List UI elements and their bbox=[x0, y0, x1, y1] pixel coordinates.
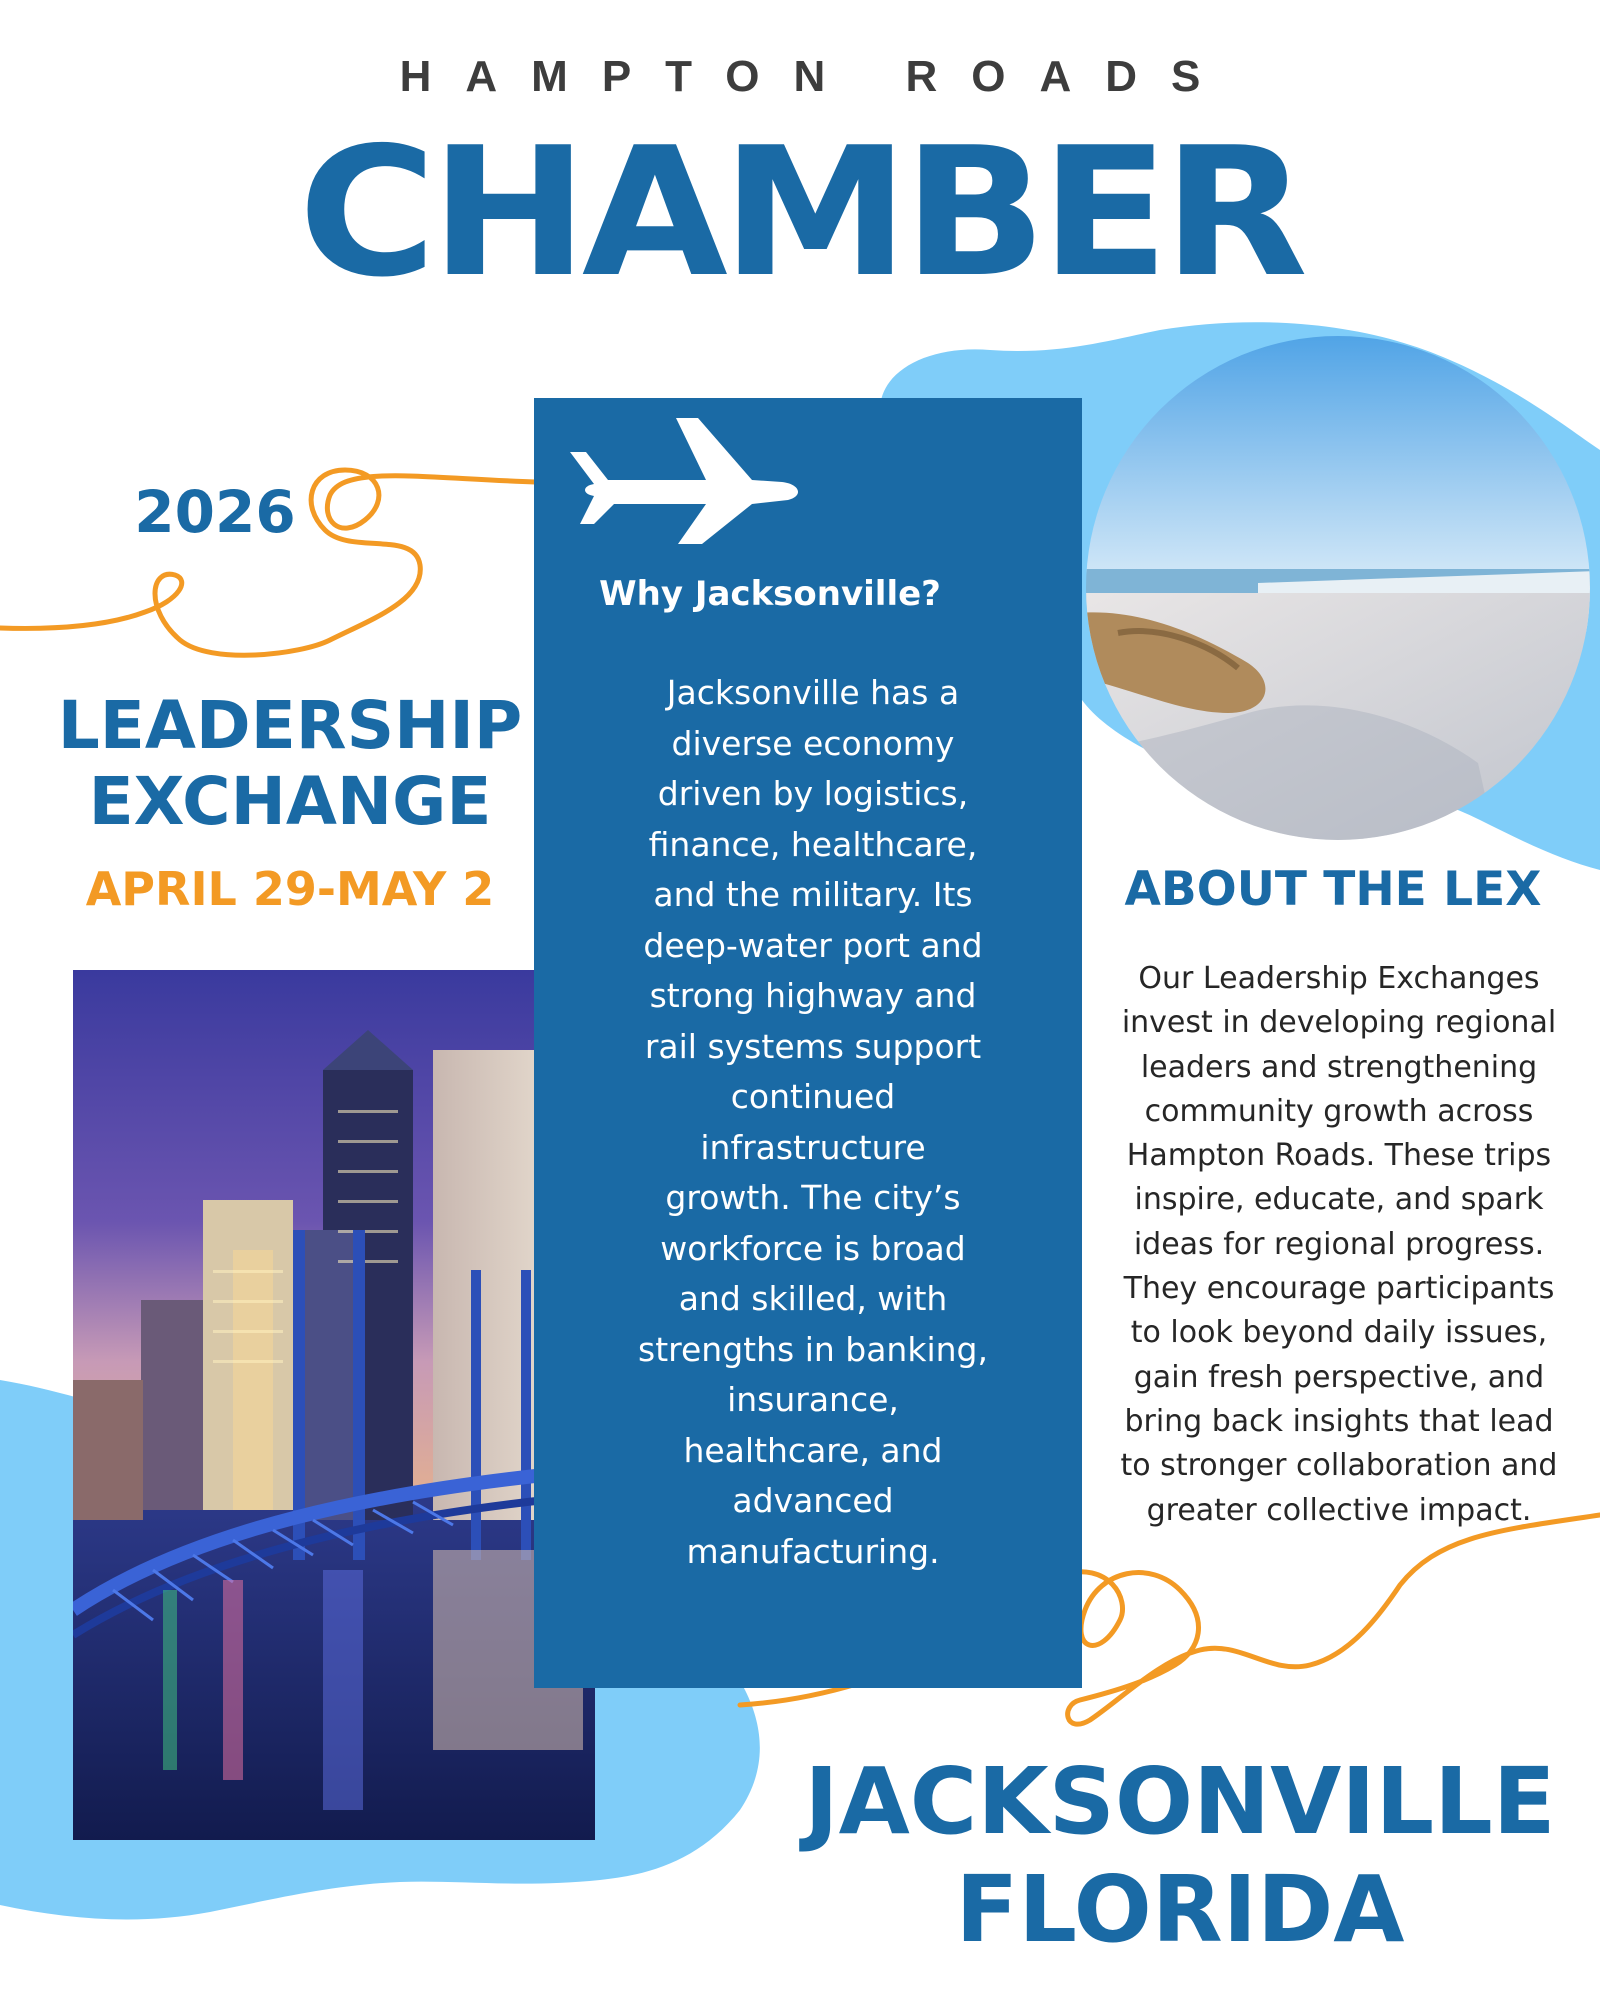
why-jacksonville-title: Why Jacksonville? bbox=[599, 574, 941, 614]
why-line: and skilled, with bbox=[678, 1279, 948, 1318]
about-line: Our Leadership Exchanges bbox=[1138, 961, 1540, 996]
why-line: growth. The city’s bbox=[665, 1178, 961, 1217]
why-line: insurance, bbox=[727, 1380, 899, 1419]
org-eyebrow: HAMPTON ROADS bbox=[399, 52, 1235, 101]
destination-title bbox=[790, 1748, 1570, 1964]
about-line: ideas for regional progress. bbox=[1133, 1226, 1545, 1262]
about-line: to look beyond daily issues, bbox=[1130, 1315, 1548, 1351]
why-line: healthcare, and bbox=[683, 1430, 943, 1470]
event-year: 2026 bbox=[134, 478, 296, 546]
program-title-line-1: LEADERSHIP bbox=[57, 687, 523, 764]
about-line: community growth across bbox=[1144, 1093, 1534, 1129]
why-line: workforce is broad bbox=[660, 1228, 966, 1268]
about-line: gain fresh perspective, and bbox=[1133, 1359, 1545, 1395]
why-line: infrastructure bbox=[700, 1127, 926, 1167]
airplane-icon bbox=[556, 412, 806, 552]
why-line: Jacksonville has a bbox=[666, 673, 960, 712]
beach-photo bbox=[1078, 333, 1598, 843]
program-title bbox=[30, 688, 550, 840]
why-line: and the military. Its bbox=[653, 875, 973, 914]
why-line: advanced bbox=[732, 1481, 894, 1520]
why-line: rail systems support bbox=[644, 1026, 982, 1066]
destination-line-2: FLORIDA bbox=[955, 1856, 1405, 1963]
about-line: invest in developing regional bbox=[1121, 1005, 1557, 1041]
about-line: They encourage participants bbox=[1123, 1271, 1555, 1307]
about-line: leaders and strengthening bbox=[1140, 1049, 1538, 1085]
about-line: Hampton Roads. These trips bbox=[1126, 1138, 1552, 1174]
about-title: ABOUT THE LEX bbox=[1124, 862, 1542, 917]
why-line: deep-water port and bbox=[643, 925, 983, 965]
about-line: greater collective impact. bbox=[1146, 1492, 1532, 1528]
why-jacksonville-body bbox=[618, 668, 1008, 1577]
why-line: continued bbox=[730, 1077, 896, 1116]
why-line: strong highway and bbox=[649, 976, 977, 1015]
about-line: inspire, educate, and spark bbox=[1134, 1182, 1544, 1218]
why-line: finance, healthcare, bbox=[648, 824, 978, 864]
about-body bbox=[1108, 957, 1570, 1533]
org-brand-title: CHAMBER bbox=[298, 109, 1302, 316]
why-line: driven by logistics, bbox=[657, 774, 969, 813]
why-line: diverse economy bbox=[671, 723, 955, 763]
destination-line-1: JACKSONVILLE bbox=[804, 1748, 1556, 1855]
why-line: strengths in banking, bbox=[638, 1329, 988, 1369]
about-line: bring back insights that lead bbox=[1124, 1403, 1554, 1439]
event-dates: APRIL 29-MAY 2 bbox=[85, 862, 495, 916]
about-line: to stronger collaboration and bbox=[1120, 1448, 1558, 1484]
why-line: manufacturing. bbox=[686, 1531, 940, 1571]
program-title-line-2: EXCHANGE bbox=[88, 763, 492, 840]
jacksonville-skyline-photo bbox=[73, 970, 595, 1840]
